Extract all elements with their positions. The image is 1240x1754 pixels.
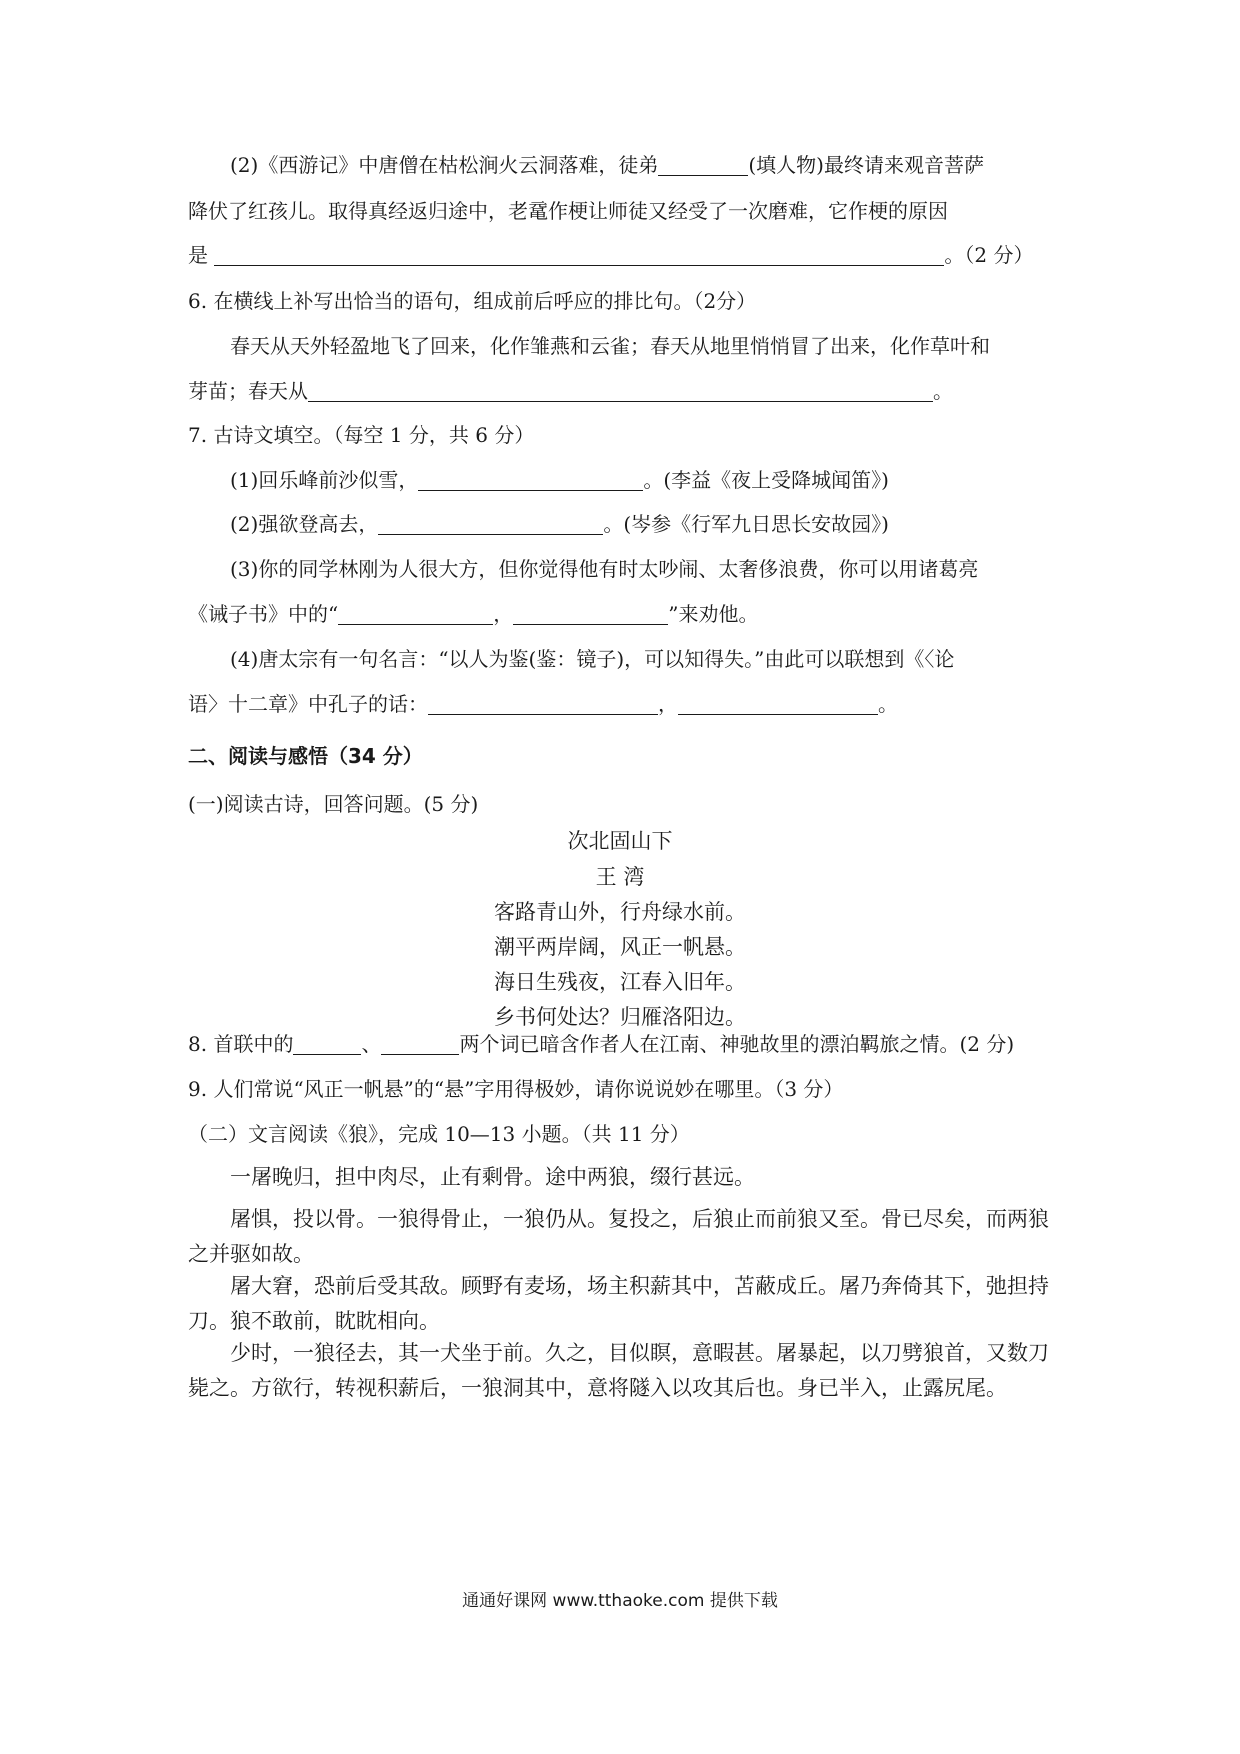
q7-3-text-a: 《诫子书》中的“	[188, 602, 339, 626]
q7-3-text-c: ”来劝他。	[668, 602, 759, 626]
q7-1-text: (1)回乐峰前沙似雪，	[230, 468, 419, 492]
q5-2-text-b: (填人物)最终请来观音菩萨	[748, 153, 984, 177]
q7-3-line1: (3)你的同学林刚为人很大方，但你觉得他有时太吵闹、太奢侈浪费，你可以用诸葛亮	[230, 557, 979, 581]
poem-line: 乡书何处达？归雁洛阳边。	[494, 1005, 746, 1029]
q7-1-source: 。(李益《夜上受降城闻笛》)	[643, 468, 889, 492]
q9: 9. 人们常说“风正一帆悬”的“悬”字用得极妙，请你说说妙在哪里。（3 分）	[188, 1077, 844, 1101]
q8-text-c: 两个词已暗含作者人在江南、神驰故里的漂泊羁旅之情。(2 分)	[459, 1032, 1015, 1056]
q7-2-source: 。(岑参《行军九日思长安故园》)	[603, 512, 889, 536]
answer-blank[interactable]	[338, 604, 493, 625]
poem-line: 海日生残夜，江春入旧年。	[494, 970, 746, 994]
part2-title: （二）文言阅读《狼》，完成 10—13 小题。（共 11 分）	[188, 1122, 690, 1146]
q7-3-line2	[188, 600, 758, 628]
q5-2-text-a: (2)《西游记》中唐僧在枯松涧火云洞落难，徒弟	[230, 153, 659, 177]
answer-blank[interactable]	[418, 470, 643, 491]
q7-2-text: (2)强欲登高去，	[230, 512, 379, 536]
q5-2-text-c: 是	[188, 243, 208, 267]
prose-paragraph: 屠惧，投以骨。一狼得骨止，一狼仍从。复投之，后狼止而前狼又至。骨已尽矣，而两狼之并驱如故。	[188, 1207, 1049, 1266]
answer-blank[interactable]	[658, 155, 748, 176]
q8-text-b: 、	[361, 1032, 382, 1056]
answer-blank[interactable]	[378, 514, 603, 535]
q5-2-score: 。（2 分）	[944, 243, 1034, 267]
q6-line1: 春天从天外轻盈地飞了回来，化作雏燕和云雀；春天从地里悄悄冒了出来，化作草叶和	[230, 334, 990, 358]
poem-line: 客路青山外，行舟绿水前。	[494, 900, 746, 924]
q5-2-line3	[188, 241, 1033, 269]
section-title: 二、阅读与感悟（34 分）	[188, 744, 423, 768]
answer-blank[interactable]	[381, 1034, 459, 1055]
prose-paragraph: 少时，一狼径去，其一犬坐于前。久之，目似瞑，意暇甚。屠暴起，以刀劈狼首，又数刀毙之。方欲行，转视积薪后，一狼洞其中，意将隧入以攻其后也。身已半入，止露尻尾。	[188, 1341, 1049, 1400]
prose-paragraph: 一屠晚归，担中肉尽，止有剩骨。途中两狼，缀行甚远。	[230, 1165, 755, 1189]
poem-author: 王 湾	[595, 865, 645, 889]
q7-1	[230, 466, 889, 494]
q5-2-line2: 降伏了红孩儿。取得真经返归途中，老鼋作梗让师徒又经受了一次磨难，它作梗的原因	[188, 199, 948, 223]
q7-4-line1: (4)唐太宗有一句名言：“以人为鉴(鉴：镜子)，可以知得失。”由此可以联想到《〈论	[230, 647, 955, 671]
poem-title: 次北固山下	[567, 829, 673, 853]
q6-title: 6. 在横线上补写出恰当的语句，组成前后呼应的排比句。（2分）	[188, 289, 757, 313]
footer: 通通好课网 www.tthaoke.com 提供下载	[462, 1591, 778, 1611]
q7-4-text-a: 语〉十二章》中孔子的话：	[188, 692, 428, 716]
q7-3-text-b: ，	[493, 602, 514, 626]
q6-text-a: 芽苗；春天从	[188, 379, 308, 403]
q6-line2	[188, 377, 953, 405]
q7-2	[230, 510, 889, 538]
q8-text-a: 8. 首联中的	[188, 1032, 294, 1056]
answer-blank[interactable]	[308, 381, 933, 402]
part1-title: (一)阅读古诗，回答问题。(5 分)	[188, 792, 479, 816]
answer-blank[interactable]	[214, 245, 944, 266]
q7-4-line2	[188, 690, 898, 718]
answer-blank[interactable]	[513, 604, 668, 625]
q7-4-text-c: 。	[878, 692, 898, 716]
prose-paragraph: 屠大窘，恐前后受其敌。顾野有麦场，场主积薪其中，苫蔽成丘。屠乃奔倚其下，弛担持刀。狼不敢前，眈眈相向。	[188, 1274, 1049, 1333]
answer-blank[interactable]	[428, 694, 658, 715]
answer-blank[interactable]	[293, 1034, 361, 1055]
q7-4-text-b: ，	[658, 692, 678, 716]
poem-line: 潮平两岸阔，风正一帆悬。	[494, 935, 746, 959]
q8	[188, 1030, 1014, 1058]
q7-title: 7. 古诗文填空。（每空 1 分，共 6 分）	[188, 423, 535, 447]
q5-2-line1	[230, 151, 984, 179]
q6-text-b: 。	[933, 379, 953, 403]
answer-blank[interactable]	[678, 694, 878, 715]
